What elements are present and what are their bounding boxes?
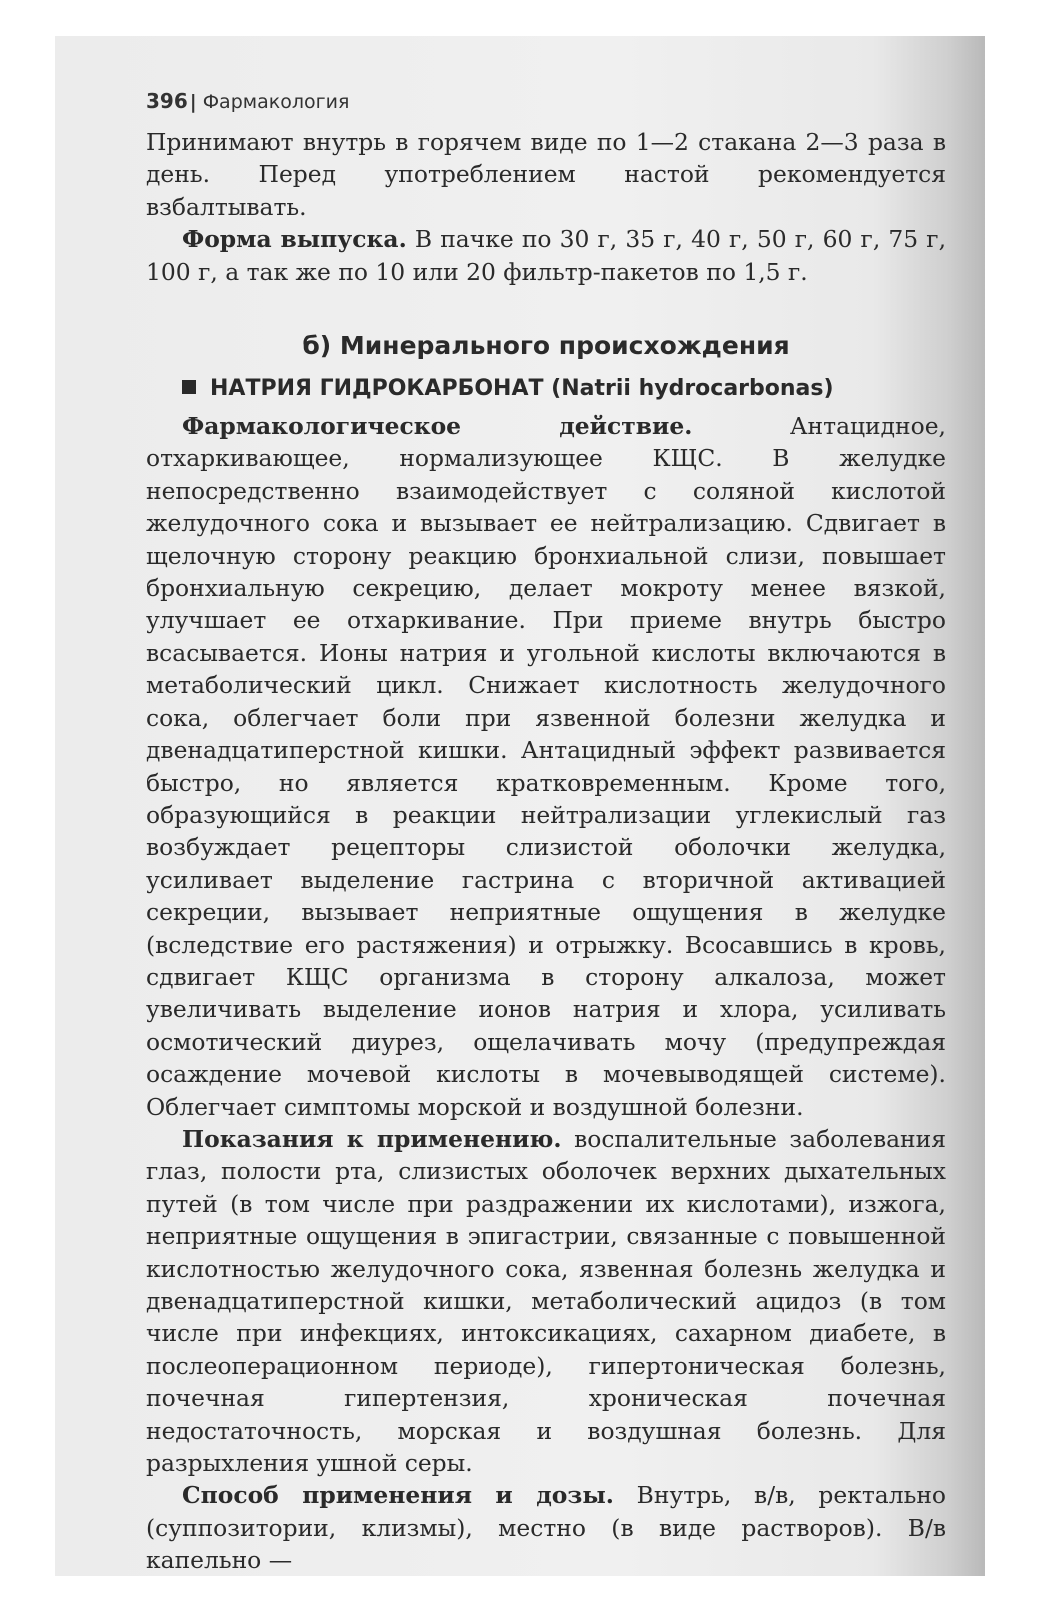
bullet-square-icon: [182, 380, 196, 394]
drug-name: НАТРИЯ ГИДРОКАРБОНАТ: [210, 376, 544, 402]
action-text: Антацидное, отхаркивающее, нормализующее КЩС. В желудке непосредственно взаимодействует с соляной кислотой желудочного сока и вызывает ее нейтрализацию. Сдвигает в щелочную сторону реакцию бронхиальной слизи, повышает бронхиальную секрецию, делает мокроту менее вязкой, улучшает ее отхаркивание. При приеме внутрь быстро всасывается. Ионы натрия и угольной кислоты включаются в метаболический цикл. Снижает кислотность желудочного сока, облегчает боли при язвенной болезни желудка и двенадцатиперстной кишки. Антацидный эффект развивается быстро, но является кратковременным. Кроме того, образующийся в реакции нейтрализации углекислый газ возбуждает рецепторы слизистой оболочки желудка, усиливает выделение гастрина с вторичной активацией секреции, вызывает неприятные ощущения в желудке (вследствие его растяжения) и отрыжку. Всосавшись в кровь, сдвигает КЩС организма в сторону алкалоза, может увеличивать выделение ионов натрия и хлора, усиливать осмотический диурез, ощелачивать мочу (предупреждая осаждение мочевой кислоты в мочевыводящей системе). Облегчает симптомы морской и воздушной болезни.: [146, 412, 946, 1121]
drug-latin-name: (Natrii hydrocarbonas): [551, 376, 834, 402]
indications-label: Показания к применению.: [182, 1124, 562, 1153]
indications-text: воспалительные заболевания глаз, полости рта, слизистых оболочек верхних дыхательных путей (в том числе при раздражении их кислотами), изжога, неприятные ощущения в эпигастрии, связанные с повышенной кислотностью желудочного сока, язвенная болезнь желудка и двенадцатиперстной кишки, метаболический ацидоз (в том числе при инфекциях, интоксикациях, сахарном диабете, в послеоперационном периоде), гипертоническая болезнь, почечная гипертензия, хроническая почечная недостаточность, морская и воздушная болезнь. Для разрыхления ушной серы.: [146, 1124, 946, 1478]
indications-paragraph: [146, 1123, 946, 1479]
book-page: [146, 88, 946, 1577]
running-header: [146, 88, 946, 114]
header-separator: |: [189, 91, 197, 113]
release-form-paragraph: [146, 223, 946, 288]
dosage-text: Внутрь, в/в, ректально (суппозитории, клизмы), местно (в виде растворов). В/в капельно —: [146, 1481, 946, 1575]
page-number: 396: [146, 89, 188, 113]
release-form-text: В пачке по 30 г, 35 г, 40 г, 50 г, 60 г, 75 г, 100 г, а так же по 10 или 20 фильтр-пакетов по 1,5 г.: [146, 225, 947, 286]
intro-paragraph: Принимают внутрь в горячем виде по 1—2 стакана 2—3 раза в день. Перед употреблением настой рекомендуется взбалтывать.: [146, 128, 946, 221]
book-title: Фармакология: [202, 91, 350, 113]
section-heading: б) Минерального происхождения: [302, 331, 790, 361]
dosage-label: Способ применения и дозы.: [182, 1481, 614, 1510]
release-form-label: Форма выпуска.: [182, 225, 407, 254]
action-paragraph: [146, 410, 946, 1123]
drug-title: [182, 374, 946, 404]
action-label: Фармакологическое действие.: [182, 412, 693, 441]
dosage-paragraph: [146, 1479, 946, 1576]
